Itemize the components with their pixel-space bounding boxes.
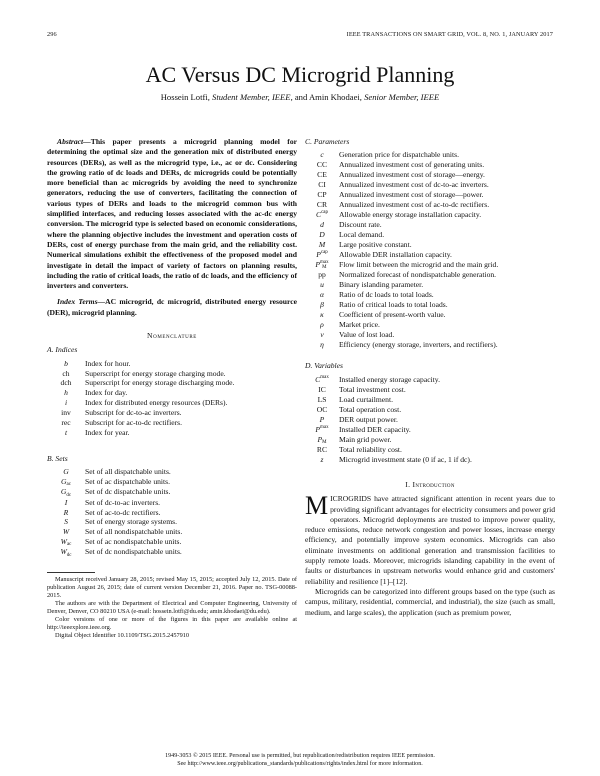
nomenclature-row xyxy=(305,310,498,320)
index-terms-text: AC microgrid, dc microgrid, distributed energy resource (DER), microgrid planning. xyxy=(47,297,297,317)
definition: Main grid power. xyxy=(339,434,392,444)
definition: Discount rate. xyxy=(339,219,382,229)
nomenclature-row xyxy=(47,467,182,477)
definition: Large positive constant. xyxy=(339,239,412,249)
definition: Total investment cost. xyxy=(339,385,406,394)
nomenclature-row xyxy=(305,300,498,310)
symbol: t xyxy=(64,427,68,437)
definition: Ratio of dc loads to total loads. xyxy=(339,290,434,300)
symbol: κ xyxy=(320,309,324,319)
nomenclature-row xyxy=(47,498,182,508)
nomenclature-row xyxy=(47,388,234,398)
nomenclature-row xyxy=(305,340,498,350)
definition: Value of lost load. xyxy=(339,329,395,339)
symbol: M xyxy=(318,239,326,249)
definition: DER output power. xyxy=(339,414,398,424)
nomenclature-row xyxy=(305,170,498,180)
symbol: CI xyxy=(318,180,326,190)
definition: Generation price for dispatchable units. xyxy=(339,150,459,160)
definition: Subscript for dc-to-ac inverters. xyxy=(85,408,182,418)
nomenclature-row xyxy=(305,230,498,240)
nomenclature-row xyxy=(47,408,234,418)
parameters-table xyxy=(305,150,498,349)
symbol: dch xyxy=(60,378,72,388)
definition: Allowable energy storage installation capacity. xyxy=(339,209,482,219)
definition: Market price. xyxy=(339,319,380,329)
symbol: α xyxy=(320,290,324,300)
definition: Installed energy storage capacity. xyxy=(339,374,440,384)
definition: Annualized investment cost of storage—power. xyxy=(339,189,484,199)
definition: Total operation cost. xyxy=(339,404,402,414)
symbol: CR xyxy=(316,199,328,209)
intro-text-1: have attracted significant attention in recent years due to providing significant advantages for electricity consumers and power grid operators. Microgrid deployments are trusted to improve power quality, reduce emissions, reduce network congestion and power losses, increase energy efficiency, and potentially improve system economics. Microgrids can also eliminate investments on additional generation and transmission facilities to supply remote loads. Moreover, microgrids islanding capability in the event of faults or disturbances in upstream networks would enhance grid and customers' reliability and resilience [1]–[12]. xyxy=(305,494,555,586)
abstract xyxy=(47,137,297,291)
symbol: G dc xyxy=(60,487,72,498)
definition: Set of all nondispatchable units. xyxy=(85,527,183,537)
page-number: 296 xyxy=(47,31,57,38)
nomenclature-row xyxy=(305,455,472,465)
left-column xyxy=(47,137,297,640)
copyright-footer xyxy=(0,752,600,768)
footnote: The authors are with the Department of Electrical and Computer Engineering, University of Denver, Denver, CO 80210 USA (e-mail: hossein.lotfi@du.edu; amin.khodaei@du.edu). xyxy=(47,600,297,616)
index-terms-label: Index Terms— xyxy=(57,297,106,307)
nomenclature-row xyxy=(47,517,182,527)
variables-title: D. Variables xyxy=(305,361,343,371)
nomenclature-row xyxy=(47,477,182,487)
definition: Flow limit between the microgrid and the main grid. xyxy=(339,259,499,269)
symbol: β xyxy=(320,299,324,309)
symbol: h xyxy=(64,388,68,398)
symbol: v xyxy=(320,329,324,339)
paper-title: AC Versus DC Microgrid Planning xyxy=(145,62,455,87)
nomenclature-row xyxy=(47,487,182,497)
symbol: W xyxy=(62,527,70,537)
sets-title: B. Sets xyxy=(47,453,68,463)
definition: Set of all dispatchable units. xyxy=(85,467,171,477)
definition: Normalized forecast of nondispatchable generation. xyxy=(339,270,497,280)
journal-header: IEEE TRANSACTIONS ON SMART GRID, VOL. 8, NO. 1, JANUARY 2017 xyxy=(346,31,553,38)
indices-title: A. Indices xyxy=(47,345,78,355)
nomenclature-row xyxy=(305,150,498,160)
nomenclature-title: Nomenclature xyxy=(147,331,197,341)
definition: Set of ac dispatchable units. xyxy=(85,477,170,487)
nomenclature-row xyxy=(305,395,472,405)
symbol: i xyxy=(64,398,68,408)
sets-table xyxy=(47,467,182,558)
nomenclature-row xyxy=(305,425,472,435)
nomenclature-row xyxy=(305,435,472,445)
symbol: inv xyxy=(61,408,71,418)
right-column xyxy=(305,137,555,618)
definition: Annualized investment cost of ac-to-dc rectifiers. xyxy=(339,199,490,209)
symbol: z xyxy=(320,455,324,465)
symbol: C max xyxy=(315,374,329,384)
symbol: C cap xyxy=(315,209,329,219)
nomenclature-row xyxy=(47,428,234,438)
nomenclature-row xyxy=(305,180,498,190)
definition: Allowable DER installation capacity. xyxy=(339,249,452,259)
footnote: Color versions of one or more of the figures in this paper are available online at http://ieeexplore.ieee.org. xyxy=(47,616,297,632)
symbol: S xyxy=(64,517,68,527)
nomenclature-row xyxy=(47,527,182,537)
symbol: P max M xyxy=(315,259,329,271)
nomenclature-row xyxy=(305,190,498,200)
nomenclature-row xyxy=(47,418,234,428)
abstract-label: Abstract— xyxy=(57,137,91,146)
definition: Installed DER capacity. xyxy=(339,424,411,434)
parameters-title: C. Parameters xyxy=(305,137,350,146)
definition: Set of ac-to-dc rectifiers. xyxy=(85,507,161,517)
footnote: Digital Object Identifier 10.1109/TSG.2015.2457910 xyxy=(55,632,190,640)
definition: Efficiency (energy storage, inverters, and rectifiers). xyxy=(339,339,498,349)
nomenclature-row xyxy=(305,280,498,290)
nomenclature-row xyxy=(305,385,472,395)
definition: Set of dc-to-ac inverters. xyxy=(85,497,161,507)
nomenclature-row xyxy=(47,369,234,379)
definition: Binary islanding parameter. xyxy=(339,280,424,290)
definition: Superscript for energy storage discharging mode. xyxy=(85,378,235,388)
footer-line-1: 1949-3053 © 2015 IEEE. Personal use is permitted, but republication/redistribution requires IEEE permission. xyxy=(165,753,435,759)
nomenclature-row xyxy=(305,240,498,250)
definition: Index for hour. xyxy=(85,358,131,368)
intro-title: I. Introduction xyxy=(405,479,455,489)
symbol: CE xyxy=(317,170,327,180)
definition: Superscript for energy storage charging mode. xyxy=(85,368,226,378)
symbol: CC xyxy=(316,160,328,170)
symbol: W ac xyxy=(60,537,72,548)
symbol: I xyxy=(64,497,68,507)
definition: Microgrid investment state (0 if ac, 1 if dc). xyxy=(339,455,472,465)
intro-first-word: ICROGRIDS xyxy=(330,494,372,504)
definition: Set of dc dispatchable units. xyxy=(85,487,171,497)
variables-table xyxy=(305,375,472,465)
symbol: c xyxy=(320,150,324,160)
symbol: b xyxy=(64,358,68,368)
symbol: LS xyxy=(317,394,327,404)
symbol: P M xyxy=(317,434,327,446)
indices-table xyxy=(47,359,234,438)
nomenclature-row xyxy=(305,250,498,260)
nomenclature-row xyxy=(47,398,234,408)
definition: Ratio of critical loads to total loads. xyxy=(339,299,448,309)
symbol: OC xyxy=(316,404,328,414)
footnotes xyxy=(47,576,297,641)
symbol: G ac xyxy=(61,477,71,488)
nomenclature-row xyxy=(305,210,498,220)
definition: Index for year. xyxy=(85,427,130,437)
symbol: IC xyxy=(318,385,326,394)
symbol: rec xyxy=(61,418,71,428)
footer-line-2: See http://www.ieee.org/publications_standards/publications/rights/index.html for more information. xyxy=(177,761,423,768)
symbol: P xyxy=(319,414,325,424)
definition: Load curtailment. xyxy=(339,394,393,404)
symbol: W dc xyxy=(60,547,72,558)
nomenclature-row xyxy=(305,270,498,280)
definition: Set of energy storage systems. xyxy=(85,517,178,527)
intro-paragraph-2: Microgrids can be categorized into different groups based on the type (such as campus, military, residential, commercial, and industrial), the size (such as small, medium, and large scales), the application (such as premium power, xyxy=(305,586,555,617)
intro-paragraph-1 xyxy=(305,491,555,587)
symbol: G xyxy=(63,467,69,477)
definition: Annualized investment cost of storage—energy. xyxy=(339,170,485,180)
nomenclature-row xyxy=(305,290,498,300)
definition: Annualized investment cost of dc-to-ac inverters. xyxy=(339,180,489,190)
nomenclature-row xyxy=(47,378,234,388)
nomenclature-row xyxy=(305,260,498,270)
symbol: RC xyxy=(316,445,328,455)
definition: Annualized investment cost of generating units. xyxy=(339,160,485,170)
symbol: R xyxy=(63,507,69,517)
definition: Index for day. xyxy=(85,388,128,398)
symbol: u xyxy=(320,280,324,290)
symbol: d xyxy=(320,219,324,229)
nomenclature-row xyxy=(305,160,498,170)
definition: Coefficient of present-worth value. xyxy=(339,309,446,319)
definition: Set of dc nondispatchable units. xyxy=(85,547,182,557)
definition: Index for distributed energy resources (DERs). xyxy=(85,398,228,408)
definition: Local demand. xyxy=(339,229,385,239)
definition: Total reliability cost. xyxy=(339,445,402,455)
nomenclature-row xyxy=(305,405,472,415)
nomenclature-row xyxy=(47,359,234,369)
nomenclature-row xyxy=(47,547,182,557)
symbol: P cap xyxy=(316,249,328,259)
symbol: CP xyxy=(317,189,327,199)
symbol: η xyxy=(320,339,324,349)
nomenclature-row xyxy=(305,200,498,210)
nomenclature-row xyxy=(47,537,182,547)
nomenclature-row xyxy=(305,320,498,330)
dropcap: M xyxy=(305,491,329,521)
paper-authors: Hossein Lotfi, Student Member, IEEE, and Amin Khodaei, Senior Member, IEEE xyxy=(160,92,440,102)
symbol: ρ xyxy=(320,319,324,329)
definition: Subscript for ac-to-dc rectifiers. xyxy=(85,418,182,428)
footnote: Manuscript received January 28, 2015; revised May 15, 2015; accepted July 12, 2015. Date of publication August 26, 2015; date of current version December 21, 2016. Paper no. TSG-00088-2015. xyxy=(47,575,297,599)
footnote-rule xyxy=(47,572,95,573)
nomenclature-row xyxy=(305,330,498,340)
symbol: ch xyxy=(62,368,70,378)
nomenclature-row xyxy=(305,220,498,230)
symbol: D xyxy=(319,229,325,239)
symbol: P max xyxy=(315,424,329,434)
nomenclature-row xyxy=(47,508,182,518)
definition: Set of ac nondispatchable units. xyxy=(85,537,182,547)
nomenclature-row xyxy=(305,375,472,385)
nomenclature-row xyxy=(305,445,472,455)
symbol: pp xyxy=(318,270,326,280)
abstract-text: This paper presents a microgrid planning model for determining the optimal size and the generation mix of distributed energy resources (DERs), as well as the microgrid type, i.e., ac or dc. Considering the growing ratio of dc loads and DERs, dc microgrids could be potentially more beneficial than ac microgrids by avoiding the need to synchronize generators, reducing the use of converters, facilitating the connection of various types of DERs and loads to the microgrid common bus with simplified interfaces, and reducing losses associated with the ac-dc energy conversion. The microgrid type is selected based on economic considerations, where the planning objective includes the investment and operation costs of DERs, cost of energy purchase from the main grid, and the reliability cost. Numerical simulations exhibit the effectiveness of the proposed model and investigate in detail the impact of variety of factors on planning results, including the ratio of critical loads, the ratio of dc loads, and the efficiency of inverters and converters. xyxy=(47,137,297,291)
index-terms xyxy=(47,297,297,318)
nomenclature-row xyxy=(305,415,472,425)
